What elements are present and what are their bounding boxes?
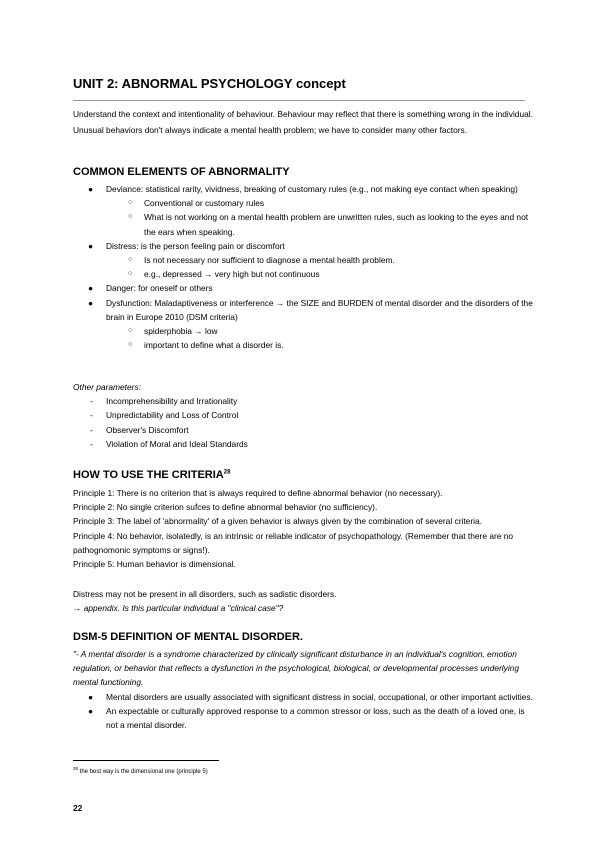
bullet-icon: ● [88, 283, 94, 294]
sub-list-item-text: spiderphobia → low [144, 326, 218, 337]
criteria-heading-text: HOW TO USE THE CRITERIA [73, 469, 224, 481]
sub-list-item-text: Conventional or customary rules [144, 198, 265, 209]
list-item-text: Incomprehensibility and Irrationality [106, 396, 238, 407]
common-elements-list [73, 182, 533, 352]
sub-list-item-text: important to define what a disorder is. [144, 340, 284, 351]
sub-list-item [73, 267, 533, 281]
dash-bullet: - [90, 396, 93, 407]
sub-list-item [73, 253, 533, 267]
principle-1: Principle 1: There is no criterion that is always required to define abnormal behavior (no necessary). [73, 488, 443, 498]
list-item [73, 423, 533, 437]
principle-3: Principle 3: The label of 'abnormality' of a given behavior is always given by the combination of several criteria. [73, 516, 482, 527]
list-item-text: An expectable or culturally approved response to a common stressor or loss, such as the death of a loved one, is not a mental disorder. [106, 706, 525, 731]
list-item [73, 437, 533, 451]
sub-list-item-text: Is not necessary nor sufficient to diagnose a mental health problem. [144, 255, 395, 266]
footnote-separator [73, 760, 219, 761]
circle-bullet-icon: ○ [128, 199, 133, 207]
principle-4: Principle 4: No behavior, isolatedly, is an intrinsic or reliable indicator of psychopathology. (Remember that there are no pathognomonic symptoms or signs!). [73, 530, 514, 555]
dash-bullet: - [90, 438, 93, 449]
appendix-note: → appendix. Is this particular individual a "clinical case"? [73, 603, 284, 614]
bullet-icon: ● [88, 297, 94, 308]
footnote-mark: 28 [73, 766, 79, 771]
page-number: 22 [73, 803, 83, 813]
circle-bullet-icon: ○ [128, 213, 133, 221]
circle-bullet-icon: ○ [128, 341, 133, 349]
criteria-heading [73, 469, 230, 481]
principle-2: Principle 2: No single criterion suḟces to define abnormal behavior (no sufficiency). [73, 502, 378, 513]
sub-list-item [73, 196, 533, 210]
list-item [73, 281, 533, 295]
footnote-reference: 28 [223, 469, 231, 476]
list-item [73, 408, 533, 422]
dsm-quote: "- A mental disorder is a syndrome characterized by clinically significant disturbance in an individual's cognition, emotion regulation, or behavior that reflects a dysfunction in the psychological, biological, or developmental processes underlying mental functioning. [73, 649, 519, 688]
other-parameters-section [73, 380, 533, 451]
bullet-icon: ● [88, 706, 94, 717]
list-item-text: Violation of Moral and Ideal Standards [106, 438, 248, 449]
list-item-text: Danger: for oneself or others [106, 283, 213, 294]
sub-list-item-text: What is not working on a mental health problem are unwritten rules, such as looking to the eyes and not the ears when speaking. [144, 212, 529, 237]
list-item-text: Observer's Discomfort [106, 424, 189, 435]
list-item-text: Deviance: statistical rarity, vividness, breaking of customary rules (e.g., not making eye contact when speaking) [106, 184, 518, 194]
common-elements-heading: COMMON ELEMENTS OF ABNORMALITY [73, 166, 290, 178]
footnote-text: the best way is the dimensional one (principle 5) [78, 769, 208, 775]
distress-note: Distress may not be present in all disorders, such as sadistic disorders. [73, 589, 337, 599]
page-title: UNIT 2: ABNORMAL PSYCHOLOGY concept [73, 76, 346, 91]
list-item [73, 394, 533, 408]
dash-bullet: - [90, 410, 93, 421]
list-item [73, 690, 533, 704]
bullet-icon: ● [88, 184, 94, 194]
list-item [73, 704, 533, 732]
dsm-list [73, 690, 533, 733]
list-item-text: Mental disorders are usually associated with significant distress in social, occupational, or other important activities. [106, 692, 533, 702]
list-item-text: Distress: is the person feeling pain or discomfort [106, 240, 285, 251]
list-item [73, 239, 533, 253]
sub-list-item [73, 210, 533, 238]
other-parameters-label: Other parameters: [73, 382, 141, 392]
list-item-text: Dysfunction: Maladaptiveness or interference → the SIZE and BURDEN of mental disorder and the disorders of the brain in Europe 2010 (DSM criteria) [106, 297, 533, 322]
bullet-icon: ● [88, 240, 94, 251]
list-item-text: Unpredictability and Loss of Control [106, 410, 239, 421]
title-underline [73, 100, 525, 101]
footnote [73, 766, 208, 775]
circle-bullet-icon: ○ [128, 327, 133, 335]
bullet-icon: ● [88, 692, 94, 702]
sub-list-item [73, 324, 533, 338]
dash-bullet: - [90, 424, 93, 435]
list-item [73, 296, 533, 324]
principles-list [73, 486, 533, 571]
sub-list-item [73, 338, 533, 352]
sub-list-item-text: e.g., depressed → very high but not continuous [144, 269, 320, 280]
intro-paragraph: Understand the context and intentionality of behaviour. Behaviour may reflect that there is something wrong in the individual. Unusual behaviors don't always indicate a mental health problem; we have to consider many other factors. [73, 109, 533, 135]
list-item [73, 182, 533, 196]
principle-5: Principle 5: Human behavior is dimensional. [73, 559, 236, 570]
circle-bullet-icon: ○ [128, 256, 133, 264]
circle-bullet-icon: ○ [128, 270, 133, 278]
dsm-heading: DSM-5 DEFINITION OF MENTAL DISORDER. [73, 631, 303, 643]
criteria-notes [73, 587, 533, 615]
